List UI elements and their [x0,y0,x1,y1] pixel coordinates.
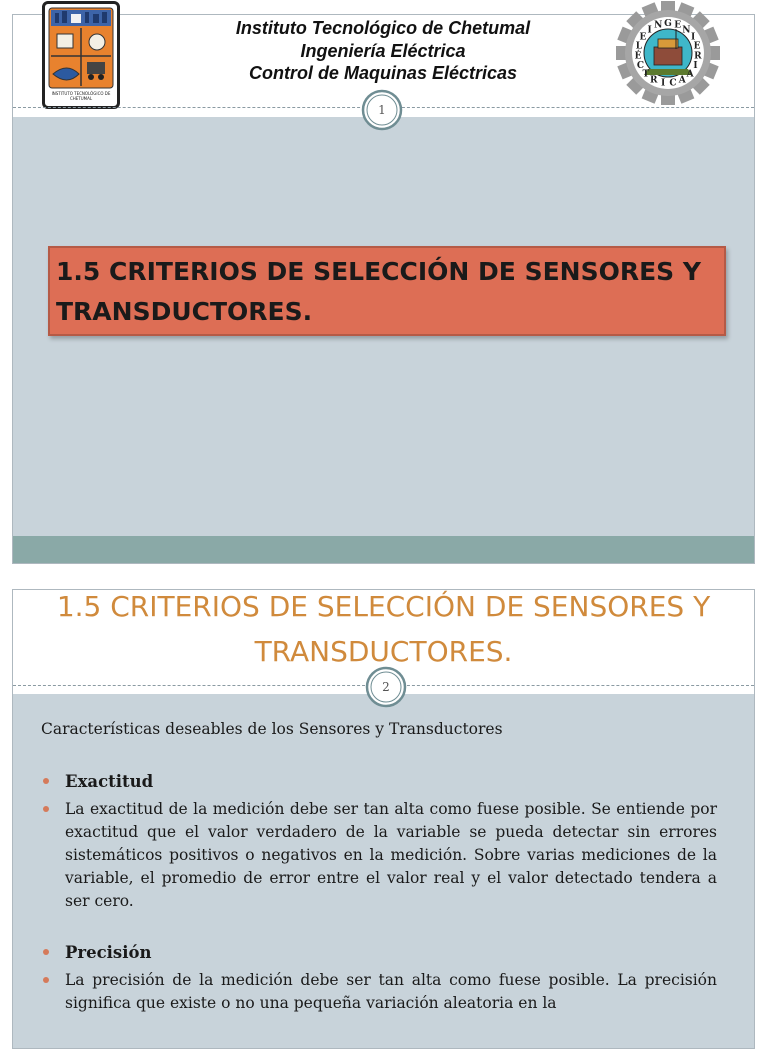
logo-ring-letter: R [694,51,702,62]
institute-logo-caption: INSTITUTO TECNOLÓGICO DE CHETUMAL [51,91,111,101]
bullet-item [41,941,717,965]
slide-1-title: 1.5 CRITERIOS DE SELECCIÓN DE SENSORES Y TRANSDUCTORES. [56,257,701,326]
bullet-item [41,770,717,794]
logo-ring-letter: R [649,75,658,86]
bullet-item [41,798,717,913]
slide-1-footer-bar [13,536,754,563]
logo-ring-letter: A [686,69,694,80]
slide-2-title: 1.5 CRITERIOS DE SELECCIÓN DE SENSORES Y TRANSDUCTORES. [56,590,711,668]
engineering-logo [613,1,723,105]
bullet-item [41,969,717,1015]
logo-ring-letter: I [660,78,666,89]
engineering-logo-lettering [613,1,723,105]
logo-ring-letter: N [654,20,663,31]
logo-ring-letter: E [693,41,701,52]
institute-logo [42,1,120,109]
logo-ring-letter: I [690,32,696,43]
logo-ring-letter: G [664,19,672,29]
logo-ring-letter: A [678,75,686,86]
logo-ring-letter: C [636,61,645,72]
slide-2-intro: Características deseables de los Sensores y Transductores [41,720,503,738]
page-number-2: 2 [382,680,390,694]
page-number-1: 1 [378,103,386,117]
logo-ring-letter: C [669,78,677,89]
logo-ring-letter: E [674,20,682,31]
institution-name: Instituto Tecnológico de Chetumal [235,18,531,38]
logo-ring-letter: T [642,69,650,80]
logo-ring-letter: É [634,51,642,62]
page-badge-1 [361,89,403,131]
slide-1-title-box [48,246,726,336]
slide-1 [12,14,755,564]
bullet-heading-exactitud: Exactitud [65,772,154,791]
slide-2 [12,589,755,1049]
bullet-text-precision: La precisión de la medición debe ser tan alta como fuese posible. La precisión significa que existe o no una pequeña variación aleatoria en la [65,971,717,1012]
logo-ring-letter: I [693,61,698,72]
header-titles [153,17,613,85]
logo-ring-letter: N [682,25,691,36]
logo-ring-letter: I [647,25,652,36]
course-name: Control de Maquinas Eléctricas [248,63,518,83]
logo-ring-letter: L [635,41,643,52]
bullet-heading-precision: Precisión [65,943,152,962]
page-badge-2 [365,666,407,708]
logo-ring-letter: E [639,32,647,43]
program-name: Ingeniería Eléctrica [300,40,466,61]
slide-2-body [41,718,717,1043]
bullet-text-exactitud: La exactitud de la medición debe ser tan alta como fuese posible. Se entiende por exactitud que el valor verdadero de la variable se pueda detectar sin errores sistemáticos positivos o negativos en la medición. Sobre varias mediciones de la variable, el promedio de error entre el valor real y el valor detectado tendera a ser cero. [65,800,717,910]
